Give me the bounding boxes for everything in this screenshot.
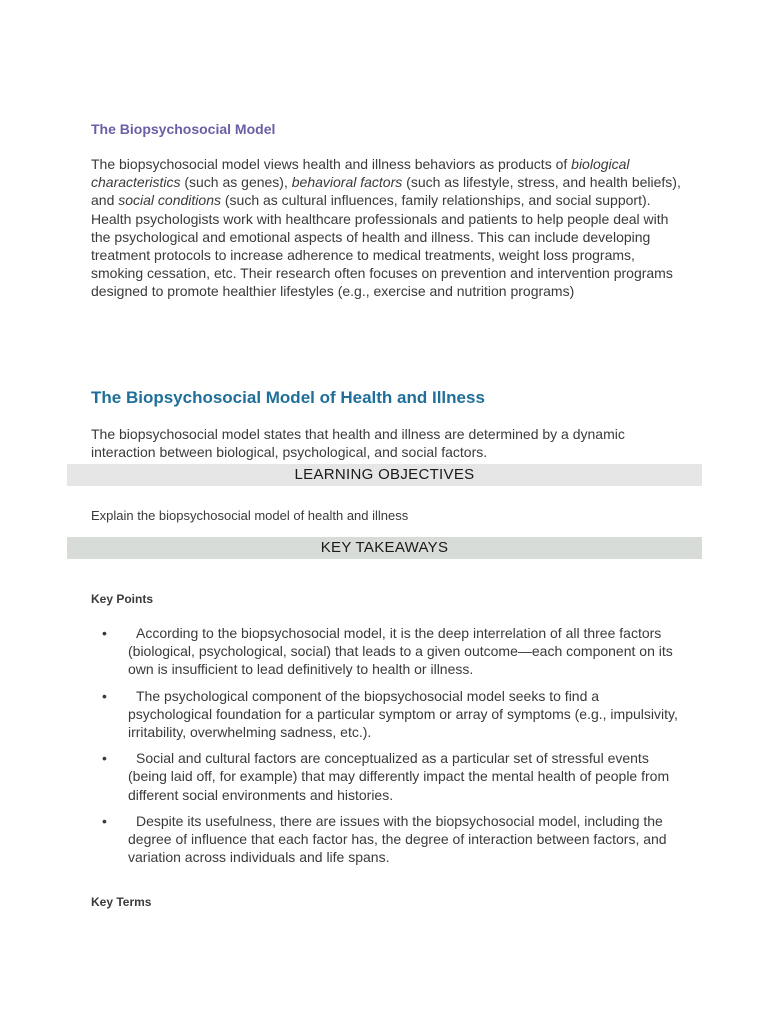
bullet-icon: • bbox=[102, 812, 107, 829]
key-points-heading: Key Points bbox=[91, 592, 154, 606]
section-title: The Biopsychosocial Model bbox=[91, 121, 276, 137]
bullet-icon: • bbox=[102, 687, 107, 704]
list-item-text: Despite its usefulness, there are issues with the biopsychosocial model, including the degree of influence that each factor has, the degree of interaction between factors, and variation across individuals and life spans. bbox=[128, 812, 667, 866]
learning-objective-text: Explain the biopsychosocial model of health and illness bbox=[91, 508, 409, 523]
bullet-icon: • bbox=[102, 625, 107, 641]
intro-text-2: (such as genes), bbox=[180, 174, 292, 191]
intro-text-4: (such as cultural influences, family relationships, and social support). Health psychologists work with healthcare professionals and patients to help people deal with the psychological and emotional aspects of health and illness. This can include developing treatment protocols to increase adherence to medical treatments, weight loss programs, smoking cessation, etc. Their research often focuses on prevention and intervention programs designed to promote healthier lifestyles (e.g., exercise and nutrition programs) bbox=[91, 192, 673, 300]
intro-paragraph bbox=[91, 155, 681, 301]
list-item-text: The psychological component of the biopsychosocial model seeks to find a psychological foundation for a particular symptom or array of symptoms (e.g., impulsivity, irritability, overwhelming sadness, etc.). bbox=[128, 687, 678, 741]
list-item bbox=[100, 812, 680, 867]
main-paragraph: The biopsychosocial model states that health and illness are determined by a dynamic interaction between biological, psychological, and social factors. bbox=[91, 426, 625, 460]
intro-text-3: (such as lifestyle, stress, and health beliefs), and bbox=[91, 174, 681, 209]
bullet-icon: • bbox=[102, 750, 107, 767]
key-takeaways-band: KEY TAKEAWAYS bbox=[67, 537, 702, 559]
key-terms-heading: Key Terms bbox=[91, 895, 152, 909]
list-item-text: Social and cultural factors are conceptualized as a particular set of stressful events (being laid off, for example) that may differently impact the mental health of people from different social environments and histories. bbox=[128, 750, 670, 803]
list-item-text: According to the biopsychosocial model, it is the deep interrelation of all three factors (biological, psychological, social) that leads to a given outcome—each component on its own is insufficient to lead definitively to health or illness. bbox=[128, 625, 673, 678]
learning-objectives-band: LEARNING OBJECTIVES bbox=[67, 464, 702, 486]
intro-emphasis-social: social conditions bbox=[118, 192, 221, 209]
list-item bbox=[100, 749, 680, 804]
list-item bbox=[100, 687, 680, 742]
list-item bbox=[100, 624, 680, 679]
key-points-list bbox=[100, 624, 680, 874]
intro-text-1: The biopsychosocial model views health and illness behaviors as products of bbox=[91, 156, 572, 172]
main-heading: The Biopsychosocial Model of Health and Illness bbox=[91, 388, 485, 407]
intro-emphasis-biological: biological characteristics bbox=[91, 156, 630, 191]
intro-emphasis-behavioral: behavioral factors bbox=[291, 174, 403, 191]
